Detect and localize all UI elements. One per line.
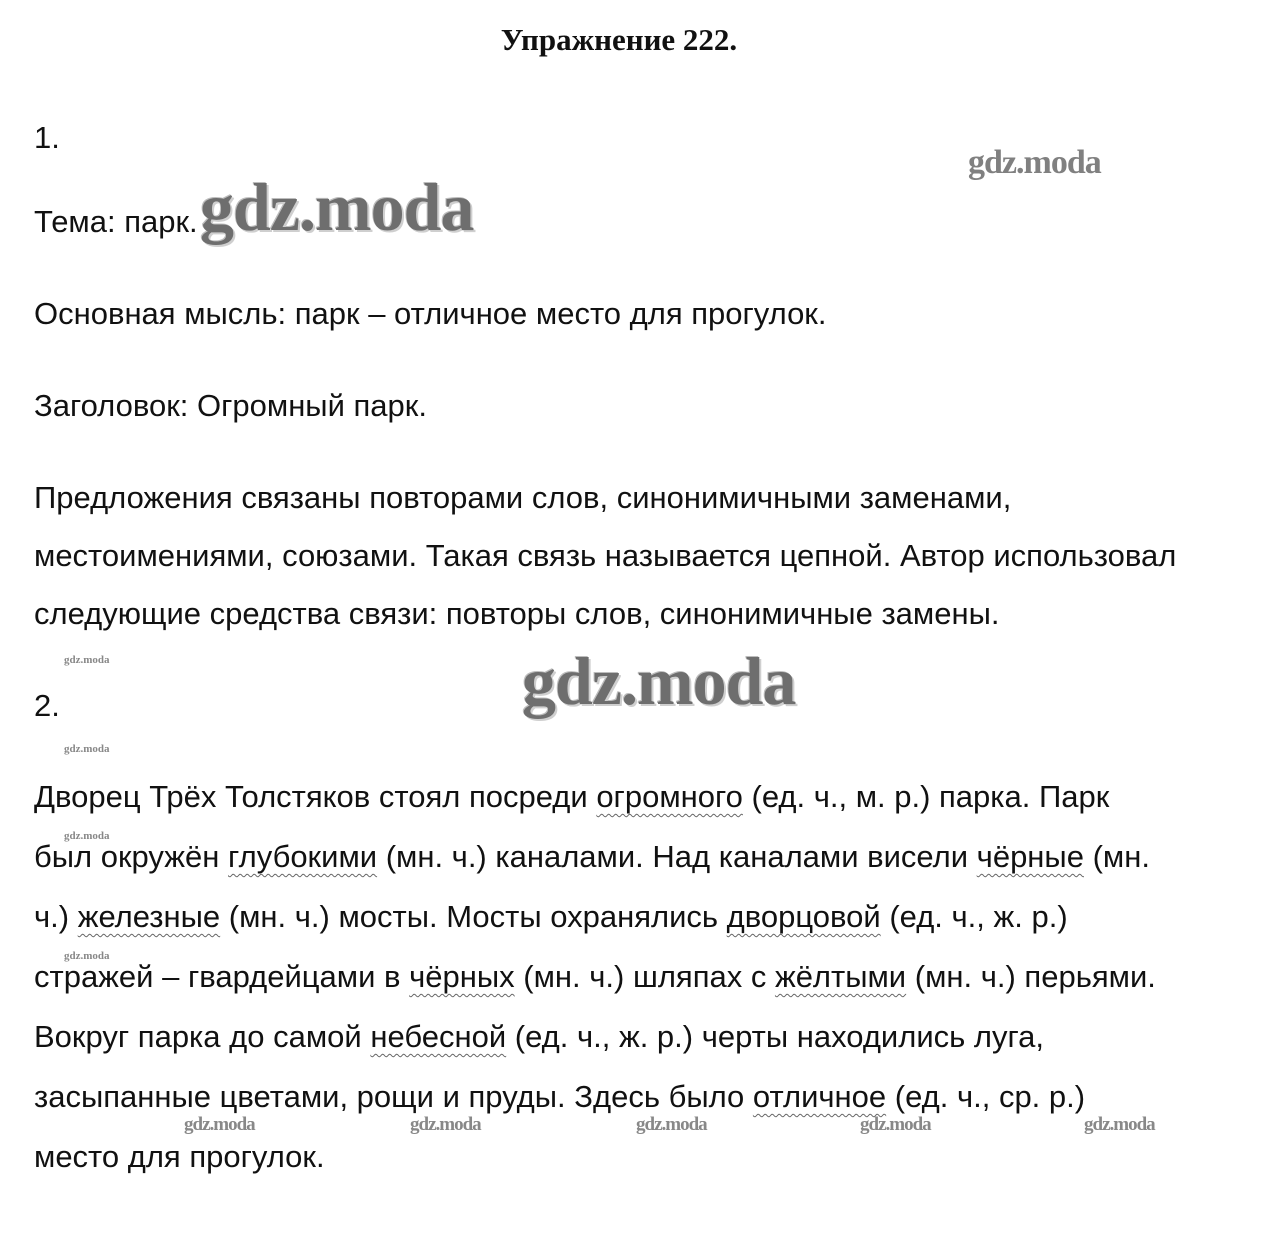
underlined-adjective: огромного bbox=[596, 779, 743, 814]
section-2-line bbox=[34, 957, 1156, 997]
underlined-adjective: дворцовой bbox=[726, 899, 881, 934]
para-line-1: Предложения связаны повторами слов, синонимичными заменами, bbox=[34, 480, 1012, 515]
text-segment: ч.) bbox=[34, 899, 78, 934]
exercise-title: Упражнение 222. bbox=[500, 22, 738, 57]
text-segment: место для прогулок. bbox=[34, 1139, 325, 1174]
text-segment: (ед. ч., ср. р.) bbox=[886, 1079, 1086, 1114]
theme-line: Тема: парк. bbox=[34, 204, 198, 239]
watermark-small: gdz.moda bbox=[636, 1114, 707, 1135]
text-segment: (мн. bbox=[1083, 839, 1150, 874]
text-segment: (ед. ч., м. р.) парка. Парк bbox=[742, 779, 1110, 814]
section-2-line bbox=[34, 1017, 1044, 1057]
text-segment: (мн. ч.) каналами. Над каналами висели bbox=[377, 839, 977, 874]
watermark-small: gdz.moda bbox=[410, 1114, 481, 1135]
para-line-3: следующие средства связи: повторы слов, синонимичные замены. bbox=[34, 596, 1000, 631]
text-segment: засыпанные цветами, рощи и пруды. Здесь было bbox=[34, 1079, 753, 1114]
text-segment: Дворец Трёх Толстяков стоял посреди bbox=[34, 779, 597, 814]
watermark-small: gdz.moda bbox=[184, 1114, 255, 1135]
watermark-medium: gdz.moda bbox=[968, 144, 1101, 181]
underlined-adjective: чёрные bbox=[976, 839, 1084, 874]
section-1-number: 1. bbox=[34, 120, 60, 155]
para-line-2: местоимениями, союзами. Такая связь называется цепной. Автор использовал bbox=[34, 538, 1177, 573]
section-2-line bbox=[34, 1077, 1085, 1117]
underlined-adjective: глубокими bbox=[228, 839, 378, 874]
text-segment: (ед. ч., ж. р.) черты находились луга, bbox=[506, 1019, 1044, 1054]
watermark-tiny: gdz.moda bbox=[64, 743, 110, 755]
watermark-tiny: gdz.moda bbox=[64, 830, 110, 842]
text-segment: был окружён bbox=[34, 839, 228, 874]
main-idea-line: Основная мысль: парк – отличное место для прогулок. bbox=[34, 296, 827, 331]
text-segment: стражей – гвардейцами в bbox=[34, 959, 410, 994]
watermark-tiny: gdz.moda bbox=[64, 950, 110, 962]
watermark-large: gdz.moda bbox=[522, 643, 796, 719]
text-segment: Вокруг парка до самой bbox=[34, 1019, 371, 1054]
section-2-line bbox=[34, 837, 1150, 877]
section-2-line bbox=[34, 1137, 325, 1177]
text-segment: (мн. ч.) шляпах с bbox=[514, 959, 775, 994]
text-segment: (мн. ч.) перьями. bbox=[906, 959, 1156, 994]
watermark-small: gdz.moda bbox=[1084, 1114, 1155, 1135]
section-2-line bbox=[34, 777, 1109, 817]
underlined-adjective: небесной bbox=[370, 1019, 507, 1054]
text-segment: (мн. ч.) мосты. Мосты охранялись bbox=[220, 899, 727, 934]
watermark-tiny: gdz.moda bbox=[64, 654, 110, 666]
watermark-large: gdz.moda bbox=[200, 169, 474, 245]
section-2-line bbox=[34, 897, 1068, 937]
underlined-adjective: чёрных bbox=[409, 959, 515, 994]
section-2-number: 2. bbox=[34, 688, 60, 723]
text-segment: (ед. ч., ж. р.) bbox=[880, 899, 1068, 934]
heading-line: Заголовок: Огромный парк. bbox=[34, 388, 427, 423]
underlined-adjective: отличное bbox=[752, 1079, 887, 1114]
watermark-small: gdz.moda bbox=[860, 1114, 931, 1135]
underlined-adjective: жёлтыми bbox=[774, 959, 907, 994]
underlined-adjective: железные bbox=[77, 899, 221, 934]
